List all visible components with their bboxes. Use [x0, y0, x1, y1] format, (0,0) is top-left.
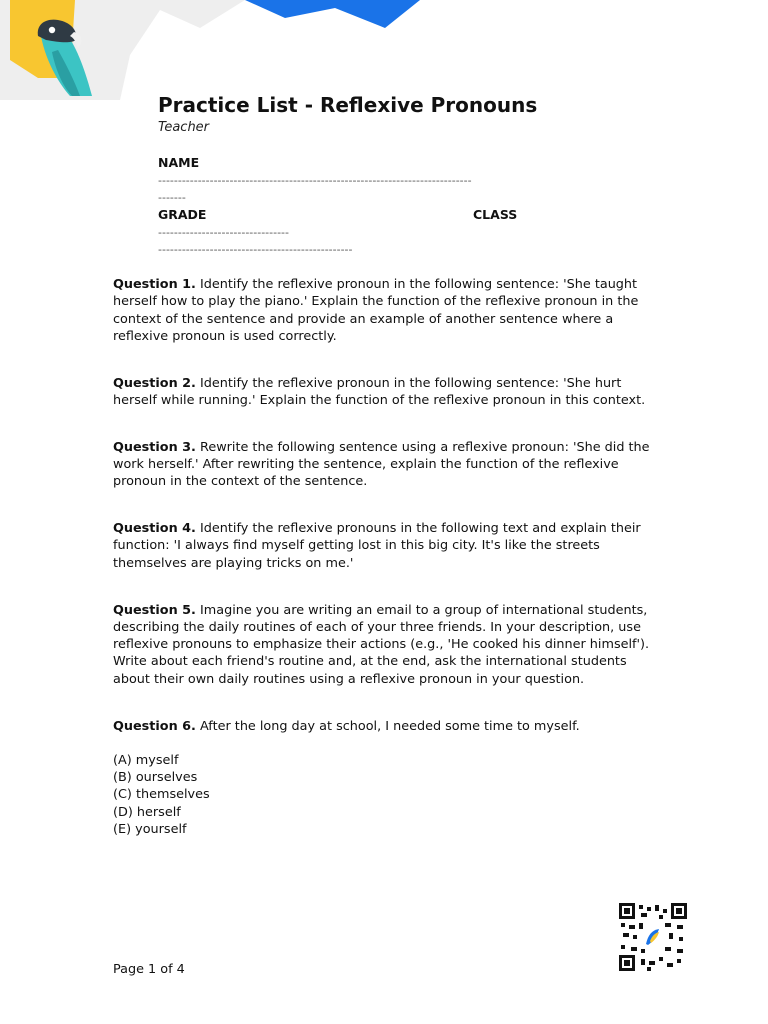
name-label: NAME — [158, 155, 200, 170]
question-text: Identify the reflexive pronoun in the following sentence: 'She taught herself how to play the piano.' Explain the function of the reflexive pronoun in the context of the sentence and provide an example of another sentence where a reflexive pronoun is used correctly. — [113, 277, 639, 344]
question-label: Question 1. — [113, 277, 196, 292]
answer-options — [113, 752, 653, 838]
header-decoration — [0, 0, 768, 100]
name-line: ------------------------------------------------------------------------------- — [158, 174, 472, 187]
question-text: Identify the reflexive pronoun in the following sentence: 'She hurt herself while running.' Explain the function of the reflexive pronoun in this context. — [113, 375, 646, 408]
question-text: Imagine you are writing an email to a group of international students, describing the daily routines of each of your three friends. In your description, use reflexive pronouns to emphasize their actions (e.g., 'He cooked his dinner himself'). Write about each friend's routine and, at the end, ask the international students about their own daily routines using a reflexive pronoun in your question. — [113, 602, 650, 687]
question-text: Identify the reflexive pronouns in the following text and explain their function: 'I always find myself getting lost in this big city. It's like the streets themselves are playing tricks on me.' — [113, 521, 641, 571]
question-4 — [113, 520, 653, 572]
option-c: (C) themselves — [113, 787, 210, 803]
qr-code-icon — [619, 903, 687, 971]
question-list — [113, 276, 653, 838]
question-1 — [113, 276, 653, 345]
question-label: Question 2. — [113, 375, 196, 391]
deco-blue-shape — [245, 0, 420, 28]
option-e: (E) yourself — [113, 822, 187, 838]
class-label: CLASS — [473, 207, 518, 222]
page-title: Practice List - Reflexive Pronouns — [158, 93, 538, 117]
class-line: ------------------------------------------------- — [158, 243, 353, 256]
question-label: Question 3. — [113, 439, 196, 455]
question-label: Question 4. — [113, 521, 196, 537]
question-label: Question 5. — [113, 602, 196, 618]
page-indicator: Page 1 of 4 — [113, 962, 185, 977]
question-6 — [113, 718, 653, 735]
question-text: Rewrite the following sentence using a reflexive pronoun: 'She did the work herself.' After rewriting the sentence, explain the function of the reflexive pronoun in the context of the sentence. — [113, 439, 650, 490]
page-subtitle: Teacher — [158, 120, 210, 135]
grade-label: GRADE — [158, 207, 207, 222]
question-2 — [113, 375, 653, 410]
question-label: Question 6. — [113, 718, 196, 734]
question-text: After the long day at school, I needed some time to myself. — [200, 718, 580, 734]
name-line-continued: ------- — [158, 191, 186, 204]
question-5 — [113, 602, 653, 688]
option-b: (B) ourselves — [113, 770, 198, 786]
question-3 — [113, 439, 653, 491]
option-a: (A) myself — [113, 752, 179, 768]
grade-line: --------------------------------- — [158, 226, 289, 239]
option-d: (D) herself — [113, 804, 181, 820]
